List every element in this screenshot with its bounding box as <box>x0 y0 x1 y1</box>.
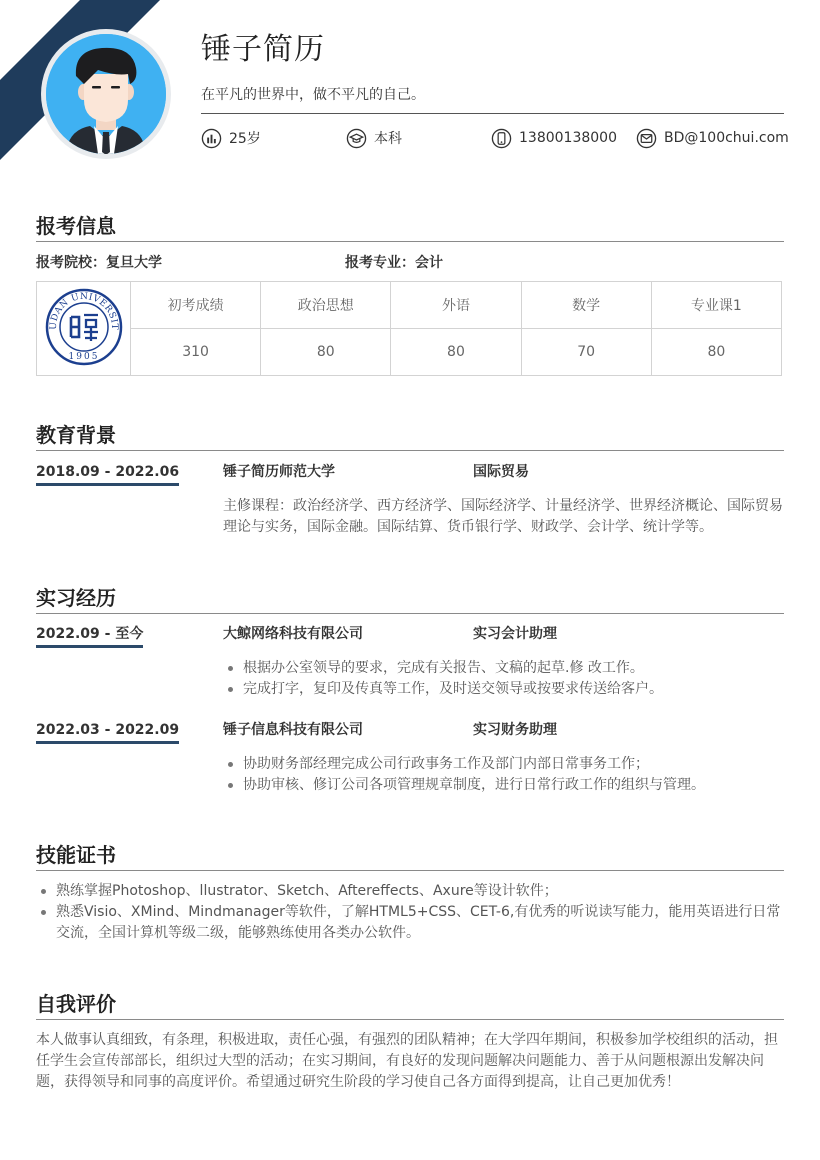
header-divider <box>201 113 784 114</box>
email-text: BD@100chui.com <box>664 130 789 146</box>
internship-duties <box>223 754 786 796</box>
score-header-cell: 数学 <box>521 282 651 329</box>
list-item: 熟悉Visio、XMind、Mindmanager等软件，了解HTML5+CSS、CET-6,有优秀的听说读写能力，能用英语进行日常交流，全国计算机等级二级，能够熟练使用各类办公软件。 <box>36 902 784 944</box>
section-title-skills: 技能证书 <box>36 841 784 871</box>
chart-icon <box>201 128 222 149</box>
internship-company: 大鲸网络科技有限公司 <box>223 626 363 642</box>
score-header-cell: 专业课1 <box>651 282 781 329</box>
logo-year-text: 1905 <box>68 351 99 362</box>
degree-text: 本科 <box>374 131 402 147</box>
score-header-cell: 外语 <box>391 282 521 329</box>
self-eval-text: 本人做事认真细致，有条理，积极进取，责任心强，有强烈的团队精神；在大学四年期间，积极参加学校组织的活动，担任学生会宣传部部长，组织过大型的活动；在实习期间，有良好的发现问题解决问题能力、善于从问题根源出发解决问题，获得领导和同事的高度评价。希望通过研究生阶段的学习使自己各方面得到提高，让自己更加优秀！ <box>36 1032 778 1090</box>
score-header-row <box>37 282 782 329</box>
section-title-education: 教育背景 <box>36 421 784 451</box>
age-item <box>201 126 261 150</box>
score-header-cell: 初考成绩 <box>131 282 261 329</box>
exam-major: 报考专业：会计 <box>345 255 443 271</box>
avatar <box>41 29 171 159</box>
education-date: 2018.09 - 2022.06 <box>36 462 179 486</box>
education-courses: 主修课程：政治经济学、西方经济学、国际经济学、计量经济学、世界经济概论、国际贸易理论与实务，国际金融。国际结算、货币银行学、财政学、会计学、统计学等。 <box>223 498 783 535</box>
degree-item <box>346 126 402 150</box>
section-title-internship: 实习经历 <box>36 584 784 614</box>
internship-date: 2022.03 - 2022.09 <box>36 720 179 744</box>
skills-list <box>36 881 784 944</box>
list-item: 协助审核、修订公司各项管理规章制度，进行日常行政工作的组织与管理。 <box>223 775 786 796</box>
score-value-cell: 80 <box>391 329 521 376</box>
education-school: 锤子简历师范大学 <box>223 464 335 480</box>
fudan-logo-icon <box>44 287 124 367</box>
list-item: 根据办公室领导的要求，完成有关报告、文稿的起草.修 改工作。 <box>223 658 786 679</box>
score-table <box>36 281 782 376</box>
list-item: 完成打字，复印及传真等工作，及时送交领导或按要求传送给客户。 <box>223 679 786 700</box>
score-value-cell: 80 <box>651 329 781 376</box>
exam-school: 报考院校：复旦大学 <box>36 255 162 271</box>
internship-role: 实习财务助理 <box>473 722 557 738</box>
contact-bar <box>201 126 791 150</box>
score-value-cell: 70 <box>521 329 651 376</box>
internship-date: 2022.09 - 至今 <box>36 624 143 648</box>
education-major: 国际贸易 <box>473 464 529 480</box>
score-header-cell: 政治思想 <box>261 282 391 329</box>
internship-role: 实习会计助理 <box>473 626 557 642</box>
internship-duties <box>223 658 786 700</box>
phone-item <box>491 126 617 150</box>
list-item: 熟练掌握Photoshop、llustrator、Sketch、Aftereffects、Axure等设计软件； <box>36 881 784 902</box>
phone-text: 13800138000 <box>519 130 617 146</box>
resume-name: 锤子简历 <box>201 32 325 67</box>
section-title-exam: 报考信息 <box>36 212 784 242</box>
list-item: 协助财务部经理完成公司行政事务工作及部门内部日常事务工作； <box>223 754 786 775</box>
email-icon <box>636 128 657 149</box>
graduation-cap-icon <box>346 128 367 149</box>
email-item <box>636 126 789 150</box>
score-value-cell: 80 <box>261 329 391 376</box>
university-logo-cell <box>37 282 131 376</box>
logo-university-text: UDAN UNIVERSIT <box>48 291 119 330</box>
score-value-row <box>37 329 782 376</box>
avatar-illustration <box>46 34 166 154</box>
phone-icon <box>491 128 512 149</box>
motto: 在平凡的世界中，做不平凡的自己。 <box>201 87 425 103</box>
age-text: 25岁 <box>229 131 261 147</box>
internship-company: 锤子信息科技有限公司 <box>223 722 363 738</box>
section-title-self-eval: 自我评价 <box>36 990 784 1020</box>
score-value-cell: 310 <box>131 329 261 376</box>
